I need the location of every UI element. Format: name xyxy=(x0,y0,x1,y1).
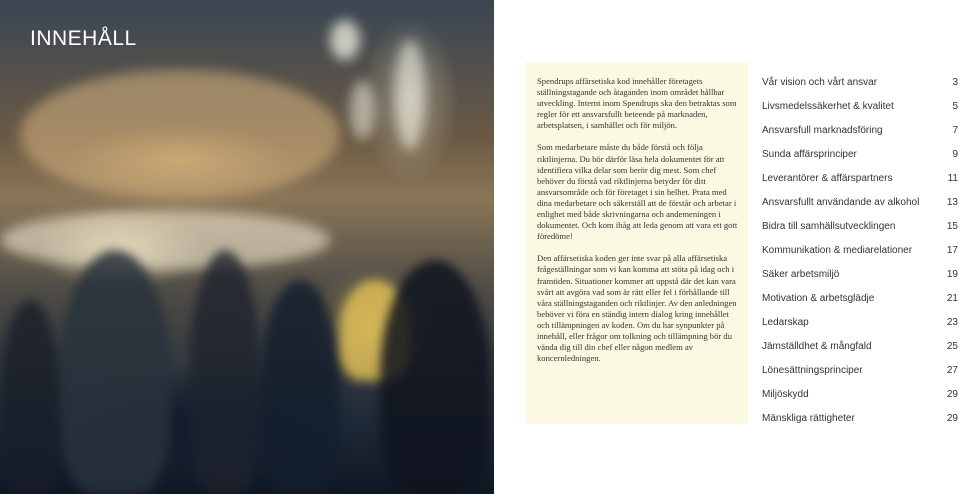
toc-label: Lönesättningsprinciper xyxy=(762,364,863,376)
toc-item[interactable] xyxy=(762,334,958,358)
toc-item[interactable] xyxy=(762,94,958,118)
bar-counter-light xyxy=(0,210,330,270)
toc-page: 17 xyxy=(946,244,958,256)
intro-paragraph: Spendrups affärsetiska kod innehåller företagets ställningstagande och åtaganden inom området hållbar utveckling. Internt inom Spendrups ska den betraktas som regler för ett ansvarsfullt beteende på marknaden, arbetsplatsen, i samhället och för miljön. xyxy=(537,76,737,131)
toc-label: Ansvarsfullt användande av alkohol xyxy=(762,196,920,208)
intro-paragraph: Som medarbetare måste du både förstå och följa riktlinjerna. Du bör därför läsa hela dokumentet för att identifiera vilka delar som berör dig mest. Som chef behöver du förstå vad riktlinjerna betyder för ditt ansvarsområde och för företaget i sin helhet. Prata med dina medarbetare och säkerställ att de förstår och arbetar i enlighet med både skrivningarna och andemeningen i dokumentet. Och kom ihåg att leda genom att vara ett gott föredöme! xyxy=(537,142,738,242)
toc-label: Sunda affärsprinciper xyxy=(762,148,857,160)
toc-item[interactable] xyxy=(762,262,958,286)
toc-label: Motivation & arbetsglädje xyxy=(762,292,875,304)
toc-label: Livsmedelssäkerhet & kvalitet xyxy=(762,100,894,112)
toc-label: Mänskliga rättigheter xyxy=(762,412,855,424)
toc-page: 25 xyxy=(946,340,958,352)
toc-label: Bidra till samhällsutvecklingen xyxy=(762,220,896,232)
toc-page: 27 xyxy=(946,364,958,376)
toc-page: 19 xyxy=(946,268,958,280)
toc-item[interactable] xyxy=(762,118,958,142)
crowd-figure xyxy=(380,260,490,494)
toc-label: Vår vision och vårt ansvar xyxy=(762,76,878,88)
toc-page: 15 xyxy=(946,220,958,232)
toc-label: Kommunikation & mediarelationer xyxy=(762,244,913,256)
toc-page: 13 xyxy=(946,196,958,208)
toc-item[interactable] xyxy=(762,214,958,238)
toc-page: 21 xyxy=(946,292,958,304)
toc-label: Jämställdhet & mångfald xyxy=(762,340,872,352)
toc-label: Leverantörer & affärspartners xyxy=(762,172,893,184)
ceiling-light xyxy=(330,20,360,60)
toc-item[interactable] xyxy=(762,70,958,94)
toc-label: Miljöskydd xyxy=(762,388,809,400)
toc-item[interactable] xyxy=(762,190,958,214)
toc-item[interactable] xyxy=(762,166,958,190)
wall-panel xyxy=(20,70,340,200)
ceiling-light xyxy=(395,40,425,150)
intro-text-box xyxy=(526,62,748,424)
crowd-figure xyxy=(190,250,260,494)
crowd-figure xyxy=(260,280,340,494)
toc-label: Säker arbetsmiljö xyxy=(762,268,840,280)
table-of-contents xyxy=(762,70,958,430)
toc-page: 23 xyxy=(946,316,958,328)
toc-item[interactable] xyxy=(762,358,958,382)
toc-item[interactable] xyxy=(762,406,958,430)
toc-item[interactable] xyxy=(762,238,958,262)
toc-item[interactable] xyxy=(762,382,958,406)
crowd-figure xyxy=(0,300,60,494)
intro-paragraph: Den affärsetiska koden ger inte svar på alla affärsetiska frågeställningar som vi kan komma att stöta på idag och i framtiden. Situationer kommer att uppstå där det kan vara svårt att avgöra vad som är rätt eller fel i förhållande till våra ställningstaganden och riktlinjer. Av den anledningen behöver vi föra en ständig intern dialog kring innehållet och tillämpningen av koden. Om du har synpunkter på innehåll, eller frågor om tolkning och tillämpning bör du vända dig till din chef eller någon medlem av koncernledningen. xyxy=(537,253,737,364)
page-title: INNEHÅLL xyxy=(30,27,137,50)
toc-item[interactable] xyxy=(762,286,958,310)
toc-item[interactable] xyxy=(762,142,958,166)
toc-page: 3 xyxy=(952,76,958,88)
toc-item[interactable] xyxy=(762,310,958,334)
crowd-figure xyxy=(60,250,170,494)
toc-page: 7 xyxy=(952,124,958,136)
toc-page: 5 xyxy=(952,100,958,112)
toc-page: 9 xyxy=(952,148,958,160)
ceiling-light xyxy=(350,80,375,140)
toc-label: Ansvarsfull marknadsföring xyxy=(762,124,883,136)
toc-page: 29 xyxy=(946,412,958,424)
toc-page: 29 xyxy=(946,388,958,400)
toc-label: Ledarskap xyxy=(762,316,809,328)
toc-page: 11 xyxy=(947,172,958,184)
